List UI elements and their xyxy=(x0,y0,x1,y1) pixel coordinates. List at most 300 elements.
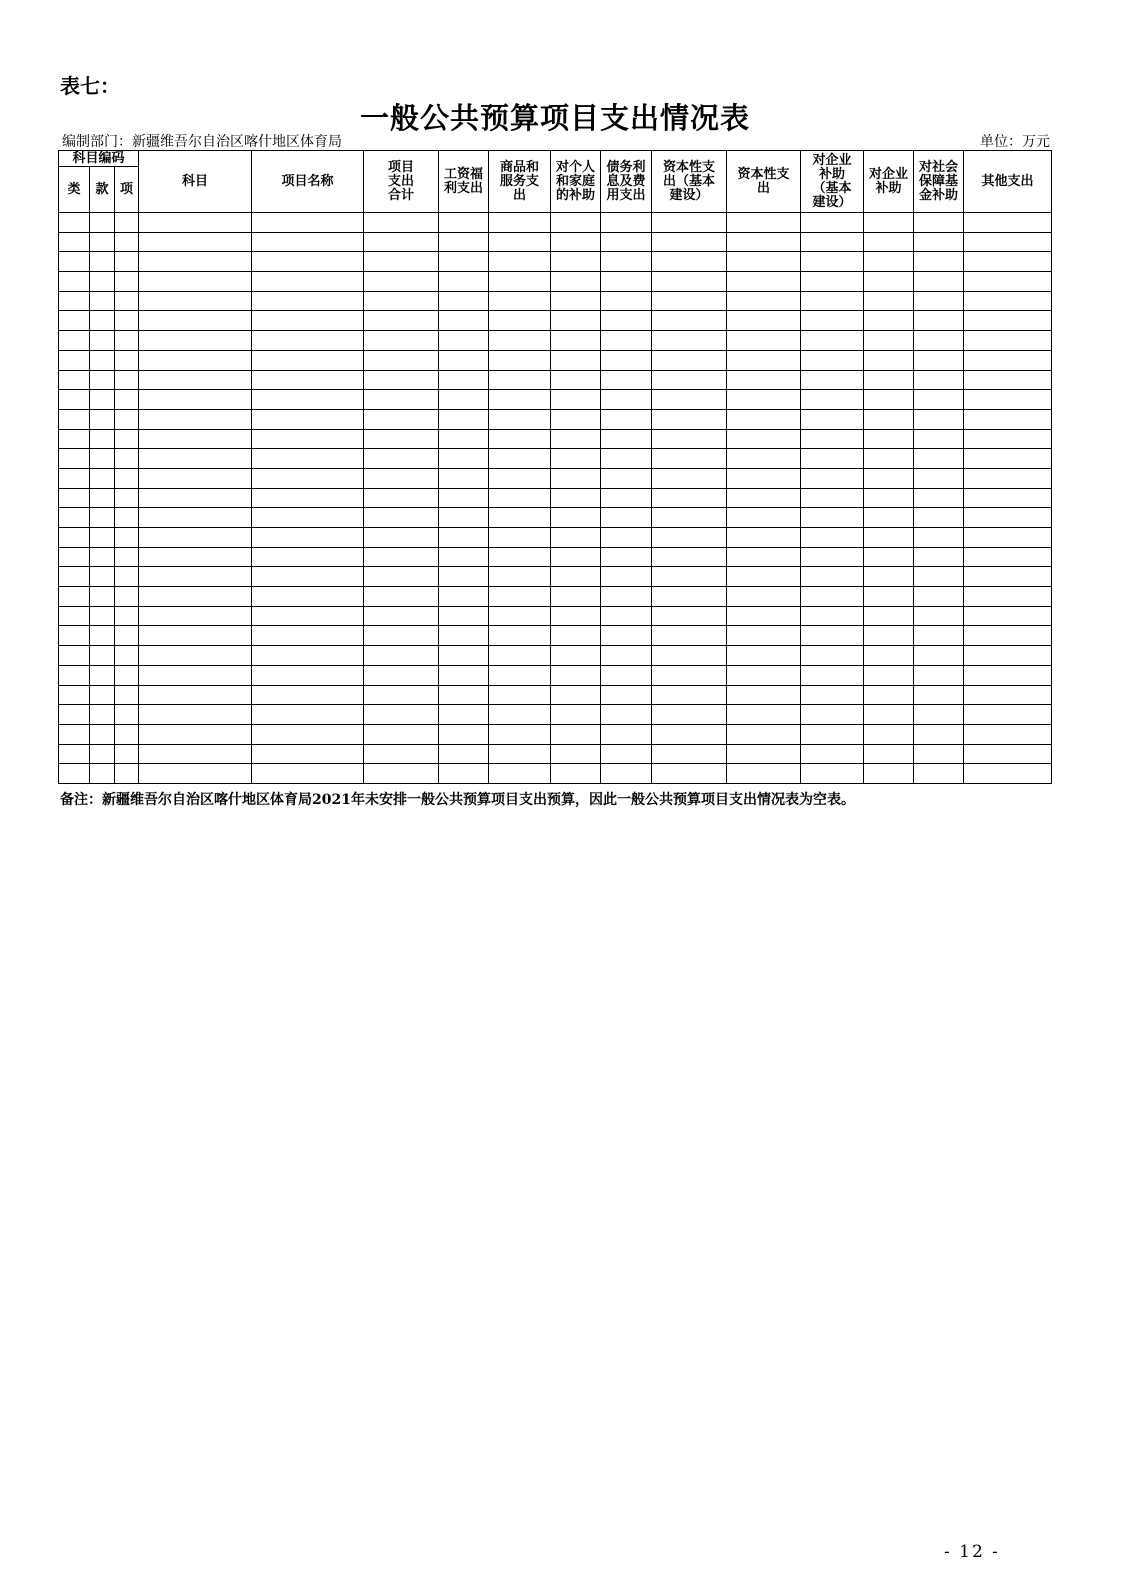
table-cell xyxy=(551,646,601,666)
table-cell xyxy=(90,213,115,233)
table-cell xyxy=(364,764,439,784)
table-cell xyxy=(439,291,489,311)
table-cell xyxy=(489,272,551,292)
table-cell xyxy=(551,606,601,626)
table-cell xyxy=(964,587,1052,607)
table-cell xyxy=(864,409,914,429)
table-cell xyxy=(90,547,115,567)
table-cell xyxy=(864,390,914,410)
table-cell xyxy=(115,665,139,685)
table-cell xyxy=(727,429,801,449)
table-cell xyxy=(90,390,115,410)
table-cell xyxy=(914,429,964,449)
table-cell xyxy=(139,468,252,488)
table-cell xyxy=(964,626,1052,646)
table-row xyxy=(59,744,1052,764)
table-cell xyxy=(139,213,252,233)
table-cell xyxy=(59,488,90,508)
table-cell xyxy=(439,606,489,626)
table-cell xyxy=(864,468,914,488)
table-cell xyxy=(864,705,914,725)
table-row xyxy=(59,449,1052,469)
table-cell xyxy=(652,468,727,488)
table-cell xyxy=(364,488,439,508)
table-cell xyxy=(964,606,1052,626)
table-cell xyxy=(551,291,601,311)
table-cell xyxy=(964,370,1052,390)
page-title: 一般公共预算项目支出情况表 xyxy=(359,101,750,135)
table-cell xyxy=(364,665,439,685)
column-header xyxy=(964,151,1052,213)
table-row xyxy=(59,370,1052,390)
table-cell xyxy=(252,626,364,646)
table-cell xyxy=(90,331,115,351)
table-cell xyxy=(439,449,489,469)
table-cell xyxy=(115,547,139,567)
table-body xyxy=(59,213,1052,784)
table-cell xyxy=(115,311,139,331)
column-header xyxy=(252,151,364,213)
table-cell xyxy=(601,685,652,705)
table-cell xyxy=(489,331,551,351)
table-cell xyxy=(252,468,364,488)
table-cell xyxy=(551,626,601,646)
table-cell xyxy=(139,764,252,784)
table-cell xyxy=(914,606,964,626)
table-cell xyxy=(914,508,964,528)
table-cell xyxy=(139,626,252,646)
table-cell xyxy=(964,213,1052,233)
table-cell xyxy=(252,291,364,311)
table-cell xyxy=(252,350,364,370)
table-cell xyxy=(439,705,489,725)
table-cell xyxy=(115,252,139,272)
table-cell xyxy=(115,488,139,508)
column-header xyxy=(601,151,652,213)
table-cell xyxy=(727,508,801,528)
table-cell xyxy=(801,646,864,666)
column-header-label: 资本性支 出 xyxy=(737,166,790,196)
table-cell xyxy=(801,744,864,764)
table-cell xyxy=(489,252,551,272)
table-row xyxy=(59,331,1052,351)
table-row xyxy=(59,528,1052,548)
column-header-label: 工资福 利支出 xyxy=(443,166,483,196)
table-cell xyxy=(59,429,90,449)
table-cell xyxy=(914,764,964,784)
column-header xyxy=(364,151,439,213)
table-cell xyxy=(489,685,551,705)
table-cell xyxy=(801,350,864,370)
table-cell xyxy=(489,705,551,725)
table-cell xyxy=(439,252,489,272)
table-cell xyxy=(252,449,364,469)
table-cell xyxy=(601,370,652,390)
table-cell xyxy=(864,311,914,331)
table-cell xyxy=(139,409,252,429)
table-cell xyxy=(115,626,139,646)
column-header-label: 债务利 息及费 用支出 xyxy=(606,159,646,203)
table-cell xyxy=(252,744,364,764)
table-cell xyxy=(801,409,864,429)
table-cell xyxy=(59,547,90,567)
table-cell xyxy=(652,429,727,449)
table-cell xyxy=(439,409,489,429)
table-cell xyxy=(364,606,439,626)
table-cell xyxy=(551,528,601,548)
table-cell xyxy=(914,665,964,685)
unit-label: 单位：万元 xyxy=(980,134,1050,150)
table-row xyxy=(59,213,1052,233)
column-header-label: 科目 xyxy=(181,173,208,189)
table-cell xyxy=(601,665,652,685)
table-cell xyxy=(727,350,801,370)
table-cell xyxy=(727,567,801,587)
table-cell xyxy=(727,409,801,429)
table-cell xyxy=(964,232,1052,252)
table-cell xyxy=(864,685,914,705)
table-cell xyxy=(601,567,652,587)
table-cell xyxy=(601,705,652,725)
column-header xyxy=(489,151,551,213)
table-cell xyxy=(964,350,1052,370)
table-cell xyxy=(801,764,864,784)
table-cell xyxy=(252,665,364,685)
table-cell xyxy=(364,626,439,646)
table-cell xyxy=(551,468,601,488)
table-cell xyxy=(652,764,727,784)
table-cell xyxy=(601,587,652,607)
table-cell xyxy=(864,606,914,626)
table-cell xyxy=(489,488,551,508)
table-cell xyxy=(801,606,864,626)
table-cell xyxy=(551,213,601,233)
table-cell xyxy=(601,311,652,331)
table-cell xyxy=(652,567,727,587)
table-row xyxy=(59,350,1052,370)
table-row xyxy=(59,272,1052,292)
table-cell xyxy=(551,370,601,390)
table-cell xyxy=(59,587,90,607)
table-row xyxy=(59,646,1052,666)
table-cell xyxy=(864,724,914,744)
table-cell xyxy=(489,646,551,666)
table-cell xyxy=(252,646,364,666)
table-cell xyxy=(864,587,914,607)
table-cell xyxy=(964,567,1052,587)
table-cell xyxy=(115,350,139,370)
table-cell xyxy=(864,626,914,646)
table-cell xyxy=(601,232,652,252)
table-cell xyxy=(914,350,964,370)
table-cell xyxy=(59,508,90,528)
table-cell xyxy=(652,213,727,233)
table-cell xyxy=(914,272,964,292)
table-cell xyxy=(489,291,551,311)
table-row xyxy=(59,252,1052,272)
table-cell xyxy=(59,646,90,666)
table-cell xyxy=(59,744,90,764)
table-cell xyxy=(652,252,727,272)
table-cell xyxy=(801,547,864,567)
table-cell xyxy=(652,370,727,390)
column-header xyxy=(439,151,489,213)
table-cell xyxy=(252,370,364,390)
table-cell xyxy=(489,350,551,370)
table-cell xyxy=(652,508,727,528)
table-cell xyxy=(727,744,801,764)
table-cell xyxy=(115,744,139,764)
table-cell xyxy=(59,626,90,646)
table-cell xyxy=(801,272,864,292)
table-cell xyxy=(90,764,115,784)
table-cell xyxy=(652,350,727,370)
table-cell xyxy=(964,449,1052,469)
table-cell xyxy=(964,468,1052,488)
table-cell xyxy=(727,528,801,548)
table-cell xyxy=(90,665,115,685)
code-column-header: 类 xyxy=(59,167,90,213)
table-cell xyxy=(964,331,1052,351)
table-cell xyxy=(801,311,864,331)
table-cell xyxy=(115,272,139,292)
table-cell xyxy=(727,232,801,252)
column-header xyxy=(914,151,964,213)
table-row xyxy=(59,567,1052,587)
table-cell xyxy=(601,213,652,233)
table-cell xyxy=(551,449,601,469)
table-cell xyxy=(139,646,252,666)
table-cell xyxy=(90,272,115,292)
table-cell xyxy=(489,606,551,626)
table-cell xyxy=(801,370,864,390)
table-cell xyxy=(59,370,90,390)
table-cell xyxy=(964,390,1052,410)
table-cell xyxy=(727,390,801,410)
table-cell xyxy=(727,547,801,567)
table-cell xyxy=(115,685,139,705)
table-cell xyxy=(801,508,864,528)
table-cell xyxy=(364,370,439,390)
table-cell xyxy=(115,606,139,626)
table-cell xyxy=(652,232,727,252)
table-cell xyxy=(364,468,439,488)
table-cell xyxy=(364,311,439,331)
table-cell xyxy=(601,646,652,666)
table-cell xyxy=(90,508,115,528)
table-cell xyxy=(551,587,601,607)
table-cell xyxy=(551,390,601,410)
table-cell xyxy=(364,409,439,429)
table-cell xyxy=(252,764,364,784)
table-cell xyxy=(551,508,601,528)
table-cell xyxy=(59,291,90,311)
table-row xyxy=(59,508,1052,528)
table-cell xyxy=(115,468,139,488)
table-cell xyxy=(727,724,801,744)
table-cell xyxy=(964,764,1052,784)
table-cell xyxy=(964,429,1052,449)
table-cell xyxy=(864,331,914,351)
table-cell xyxy=(551,311,601,331)
table-cell xyxy=(551,331,601,351)
table-cell xyxy=(727,665,801,685)
table-cell xyxy=(364,508,439,528)
table-cell xyxy=(914,705,964,725)
table-cell xyxy=(364,429,439,449)
table-cell xyxy=(90,685,115,705)
table-cell xyxy=(115,409,139,429)
table-cell xyxy=(90,724,115,744)
table-cell xyxy=(252,547,364,567)
table-cell xyxy=(551,665,601,685)
table-cell xyxy=(59,331,90,351)
table-cell xyxy=(551,350,601,370)
table-cell xyxy=(439,429,489,449)
table-cell xyxy=(252,488,364,508)
column-header xyxy=(727,151,801,213)
table-cell xyxy=(59,685,90,705)
table-cell xyxy=(252,252,364,272)
table-cell xyxy=(652,409,727,429)
table-cell xyxy=(139,331,252,351)
column-header-label: 对企业 补助 （基本 建设） xyxy=(812,152,852,210)
table-row xyxy=(59,390,1052,410)
table-cell xyxy=(115,764,139,784)
table-cell xyxy=(551,567,601,587)
table-cell xyxy=(90,350,115,370)
table-cell xyxy=(115,331,139,351)
table-cell xyxy=(801,390,864,410)
table-cell xyxy=(551,272,601,292)
table-cell xyxy=(601,429,652,449)
table-cell xyxy=(90,409,115,429)
table-cell xyxy=(489,390,551,410)
table-cell xyxy=(364,646,439,666)
table-cell xyxy=(139,429,252,449)
table-cell xyxy=(90,291,115,311)
table-cell xyxy=(90,626,115,646)
table-cell xyxy=(364,390,439,410)
table-cell xyxy=(90,744,115,764)
table-row xyxy=(59,606,1052,626)
table-cell xyxy=(139,232,252,252)
table-cell xyxy=(489,311,551,331)
table-cell xyxy=(864,508,914,528)
table-cell xyxy=(489,370,551,390)
table-cell xyxy=(727,488,801,508)
table-cell xyxy=(801,567,864,587)
table-cell xyxy=(914,213,964,233)
table-cell xyxy=(59,705,90,725)
table-cell xyxy=(139,547,252,567)
table-cell xyxy=(551,252,601,272)
table-cell xyxy=(364,567,439,587)
table-row xyxy=(59,626,1052,646)
table-cell xyxy=(90,252,115,272)
table-cell xyxy=(914,409,964,429)
table-cell xyxy=(90,232,115,252)
table-cell xyxy=(964,488,1052,508)
table-cell xyxy=(601,764,652,784)
column-header-label: 对社会 保障基 金补助 xyxy=(918,159,958,203)
table-cell xyxy=(252,685,364,705)
table-cell xyxy=(489,665,551,685)
table-cell xyxy=(652,449,727,469)
table-row xyxy=(59,409,1052,429)
table-cell xyxy=(252,331,364,351)
table-cell xyxy=(59,724,90,744)
table-cell xyxy=(139,567,252,587)
table-cell xyxy=(115,724,139,744)
table-cell xyxy=(364,744,439,764)
table-row xyxy=(59,311,1052,331)
table-cell xyxy=(914,331,964,351)
table-cell xyxy=(864,252,914,272)
table-row xyxy=(59,724,1052,744)
column-header xyxy=(652,151,727,213)
table-cell xyxy=(59,311,90,331)
table-cell xyxy=(864,213,914,233)
table-cell xyxy=(551,429,601,449)
table-cell xyxy=(864,429,914,449)
table-cell xyxy=(801,488,864,508)
table-cell xyxy=(115,390,139,410)
table-cell xyxy=(964,528,1052,548)
table-cell xyxy=(252,587,364,607)
table-cell xyxy=(801,468,864,488)
table-cell xyxy=(364,685,439,705)
table-cell xyxy=(90,429,115,449)
table-cell xyxy=(964,409,1052,429)
page-number: - 12 - xyxy=(944,1542,1000,1562)
column-header-label: 对企业 补助 xyxy=(868,166,908,196)
table-cell xyxy=(90,370,115,390)
table-cell xyxy=(801,528,864,548)
table-cell xyxy=(601,468,652,488)
table-cell xyxy=(601,409,652,429)
table-cell xyxy=(964,685,1052,705)
table-cell xyxy=(489,528,551,548)
table-label: 表七： xyxy=(60,74,120,98)
table-cell xyxy=(652,626,727,646)
table-cell xyxy=(252,567,364,587)
footnote: 备注：新疆维吾尔自治区喀什地区体育局2021年未安排一般公共预算项目支出预算，因此一般公共预算项目支出情况表为空表。 xyxy=(60,792,855,808)
table-cell xyxy=(439,744,489,764)
column-header-label: 资本性支 出（基本 建设） xyxy=(662,159,715,203)
table-cell xyxy=(914,626,964,646)
table-cell xyxy=(551,232,601,252)
table-cell xyxy=(964,665,1052,685)
table-cell xyxy=(652,311,727,331)
table-cell xyxy=(139,528,252,548)
table-cell xyxy=(439,331,489,351)
table-cell xyxy=(914,744,964,764)
table-cell xyxy=(139,665,252,685)
table-cell xyxy=(115,449,139,469)
table-cell xyxy=(139,488,252,508)
table-cell xyxy=(601,547,652,567)
table-cell xyxy=(652,488,727,508)
table-cell xyxy=(59,252,90,272)
table-cell xyxy=(801,587,864,607)
table-cell xyxy=(864,488,914,508)
table-cell xyxy=(439,567,489,587)
table-cell xyxy=(652,547,727,567)
table-cell xyxy=(801,705,864,725)
table-cell xyxy=(252,232,364,252)
column-header-label: 其他支出 xyxy=(981,173,1034,189)
